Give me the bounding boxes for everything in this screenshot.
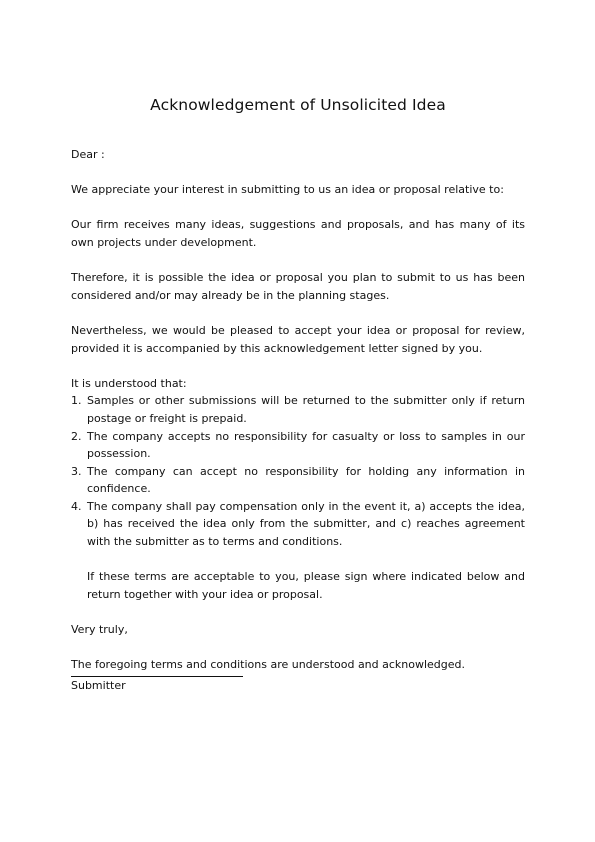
letter-body: [71, 146, 525, 694]
submitter-label: Submitter: [71, 678, 126, 692]
document-title: Acknowledgement of Unsolicited Idea: [150, 96, 446, 114]
list-item: [71, 392, 525, 427]
list-item-text: The company accepts no responsibility for casualty or loss to samples in our possession.: [87, 429, 525, 461]
firm-paragraph: Our firm receives many ideas, suggestions and proposals, and has many of its own projects under development.: [71, 218, 525, 249]
terms-list: [71, 392, 525, 550]
list-item-text: The company shall pay compensation only in the event it, a) accepts the idea, b) has received the idea only from the submitter, and c) reaches agreement with the submitter as to terms and conditions.: [87, 499, 525, 549]
closing: Very truly,: [71, 623, 128, 637]
foregoing-paragraph: The foregoing terms and conditions are understood and acknowledged.: [71, 658, 466, 672]
intro-paragraph: We appreciate your interest in submitting to us an idea or proposal relative to:: [71, 183, 504, 197]
list-item: [71, 498, 525, 551]
list-item: [71, 463, 525, 498]
therefore-paragraph: Therefore, it is possible the idea or proposal you plan to submit to us has been considered and/or may already be in the planning stages.: [71, 271, 525, 302]
nevertheless-paragraph: Nevertheless, we would be pleased to accept your idea or proposal for review, provided it is accompanied by this acknowledgement letter signed by you.: [71, 323, 525, 355]
sign-request-paragraph: If these terms are acceptable to you, please sign where indicated below and return together with your idea or proposal.: [87, 570, 525, 601]
list-item-number: 4.: [71, 499, 82, 513]
list-item-text: The company can accept no responsibility for holding any information in confidence.: [87, 464, 525, 496]
list-item-number: 2.: [71, 429, 82, 443]
list-item-text: Samples or other submissions will be returned to the submitter only if return postage or freight is prepaid.: [87, 394, 525, 425]
list-item-number: 1.: [71, 394, 82, 408]
understood-heading: It is understood that:: [71, 376, 187, 390]
salutation: Dear :: [71, 148, 105, 161]
list-item-number: 3.: [71, 464, 82, 478]
list-item: [71, 428, 525, 463]
